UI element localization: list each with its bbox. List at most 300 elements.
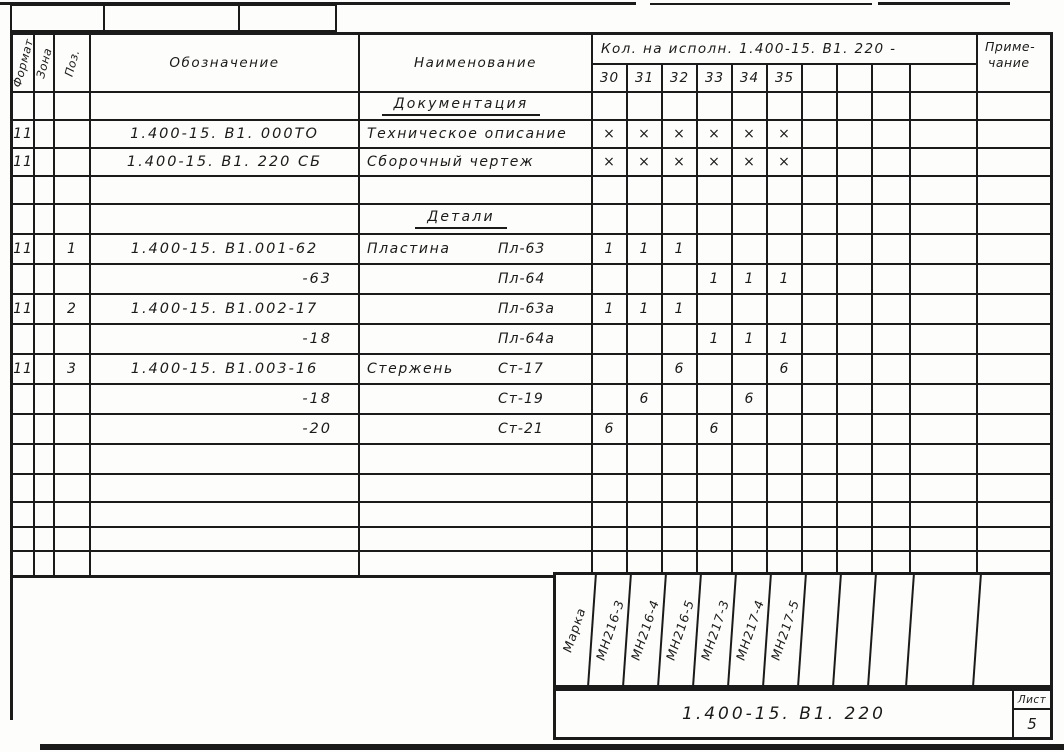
qty-cell [768, 475, 803, 503]
position-column-header [55, 35, 91, 93]
qty-cell [733, 355, 768, 385]
qty-cell [628, 149, 663, 177]
qty-column-header-label: 34 [739, 70, 760, 86]
qty-cell [628, 205, 663, 235]
position-cell [55, 475, 91, 503]
qty-cell [698, 205, 733, 235]
qty-cell [733, 385, 768, 415]
format-cell [13, 93, 35, 121]
note-cell [978, 93, 1050, 121]
frame-top-line [878, 2, 1010, 5]
format-cell [13, 177, 35, 205]
marka-row [553, 575, 1053, 685]
qty-cell [838, 149, 873, 177]
zone-column-header [35, 35, 55, 93]
qty-column-header [803, 65, 838, 93]
qty-cell [698, 265, 733, 295]
designation-cell [91, 121, 360, 149]
qty-cell [663, 415, 698, 445]
qty-cell [663, 355, 698, 385]
qty-cell [768, 355, 803, 385]
qty-value: × [673, 154, 686, 170]
zone-cell [35, 552, 55, 575]
designation-cell [91, 93, 360, 121]
qty-cell [803, 93, 838, 121]
mark-cell [907, 575, 982, 685]
qty-value: 1 [709, 331, 720, 347]
qty-value: × [708, 126, 721, 142]
qty-cell [733, 475, 768, 503]
designation-text: -20 [302, 421, 332, 437]
qty-cell [663, 528, 698, 552]
qty-cell [733, 149, 768, 177]
qty-cell [911, 235, 978, 265]
qty-column-header-label: 35 [774, 70, 795, 86]
qty-value: 1 [744, 331, 755, 347]
designation-cell [91, 205, 360, 235]
designation-text: -18 [302, 391, 332, 407]
format-cell [13, 265, 35, 295]
position-value: 1 [67, 241, 77, 257]
designation-column-header-label: Обозначение [169, 55, 280, 71]
name-cell [360, 355, 593, 385]
name-text: Пластина [367, 241, 451, 257]
qty-cell [873, 149, 911, 177]
qty-cell [803, 265, 838, 295]
designation-cell [91, 445, 360, 475]
note-cell [978, 149, 1050, 177]
note-cell [978, 475, 1050, 503]
qty-value: 6 [674, 361, 685, 377]
qty-column-header-label: 30 [599, 70, 620, 86]
qty-value: × [778, 154, 791, 170]
qty-cell [768, 177, 803, 205]
zone-cell [35, 149, 55, 177]
qty-cell [593, 295, 628, 325]
qty-cell [698, 325, 733, 355]
qty-column-header [733, 65, 768, 93]
document-number: 1.400-15. В1. 220 [682, 704, 886, 724]
note-cell [978, 385, 1050, 415]
qty-cell [803, 528, 838, 552]
qty-column-header [628, 65, 663, 93]
name-type-text: Ст-19 [498, 391, 544, 407]
qty-cell [838, 235, 873, 265]
designation-column-header [91, 35, 360, 93]
qty-cell [663, 503, 698, 528]
name-cell [360, 93, 593, 121]
zone-cell [35, 265, 55, 295]
qty-cell [911, 265, 978, 295]
qty-cell [593, 265, 628, 295]
qty-cell [593, 177, 628, 205]
qty-value: 1 [639, 301, 650, 317]
qty-cell [768, 149, 803, 177]
name-text: Стержень [367, 361, 454, 377]
qty-value: 6 [639, 391, 650, 407]
designation-cell [91, 295, 360, 325]
qty-cell [768, 93, 803, 121]
position-column-header-label: Поз. [61, 47, 83, 79]
qty-cell [768, 295, 803, 325]
spec-table [10, 32, 1053, 578]
designation-text: -63 [302, 271, 332, 287]
qty-cell [663, 385, 698, 415]
designation-cell [91, 528, 360, 552]
note-cell [978, 265, 1050, 295]
qty-cell [663, 325, 698, 355]
qty-value: × [743, 154, 756, 170]
qty-cell [663, 149, 698, 177]
zone-cell [35, 503, 55, 528]
qty-cell [628, 475, 663, 503]
qty-value: × [673, 126, 686, 142]
qty-cell [803, 295, 838, 325]
qty-cell [733, 265, 768, 295]
position-cell [55, 528, 91, 552]
format-cell [13, 355, 35, 385]
qty-cell [663, 235, 698, 265]
position-cell [55, 325, 91, 355]
note-cell [978, 355, 1050, 385]
qty-cell [593, 415, 628, 445]
qty-value: × [743, 126, 756, 142]
position-cell [55, 177, 91, 205]
qty-value: 1 [674, 301, 685, 317]
qty-value: × [603, 126, 616, 142]
qty-cell [838, 415, 873, 445]
format-cell [13, 325, 35, 355]
name-cell [360, 205, 593, 235]
qty-cell [838, 385, 873, 415]
qty-cell [768, 265, 803, 295]
qty-cell [698, 385, 733, 415]
designation-cell [91, 503, 360, 528]
qty-cell [911, 503, 978, 528]
qty-cell [838, 325, 873, 355]
qty-cell [838, 475, 873, 503]
qty-cell [733, 93, 768, 121]
qty-cell [733, 325, 768, 355]
note-cell [978, 235, 1050, 265]
name-cell [360, 445, 593, 475]
qty-cell [911, 445, 978, 475]
qty-cell [838, 205, 873, 235]
qty-cell [593, 93, 628, 121]
position-cell [55, 445, 91, 475]
qty-cell [698, 528, 733, 552]
qty-column-header [768, 65, 803, 93]
qty-column-header [663, 65, 698, 93]
designation-cell [91, 149, 360, 177]
qty-cell [873, 503, 911, 528]
name-cell [360, 121, 593, 149]
name-cell [360, 149, 593, 177]
format-cell [13, 205, 35, 235]
name-type-text: Ст-21 [498, 421, 544, 437]
note-column-header-line1: Приме- [985, 39, 1036, 54]
marka-label: Марка [558, 606, 589, 654]
qty-cell [838, 528, 873, 552]
qty-cell [698, 235, 733, 265]
qty-cell [911, 295, 978, 325]
qty-cell [911, 528, 978, 552]
qty-cell [768, 528, 803, 552]
frame-top-line [650, 3, 872, 5]
designation-cell [91, 265, 360, 295]
name-cell [360, 528, 593, 552]
zone-cell [35, 295, 55, 325]
note-cell [978, 415, 1050, 445]
designation-text: -18 [302, 331, 332, 347]
qty-value: 6 [709, 421, 720, 437]
qty-column-header-label: 31 [634, 70, 655, 86]
position-cell [55, 93, 91, 121]
zone-column-header-label: Зона [33, 46, 55, 80]
revision-box-3 [238, 4, 337, 32]
position-value: 2 [67, 301, 77, 317]
qty-cell [733, 528, 768, 552]
designation-cell [91, 385, 360, 415]
mark-value: МН216-5 [662, 598, 697, 662]
qty-group-header [593, 35, 978, 65]
qty-cell [663, 177, 698, 205]
qty-cell [768, 121, 803, 149]
note-column-header-line2: чание [988, 55, 1030, 71]
zone-cell [35, 205, 55, 235]
qty-cell [628, 295, 663, 325]
qty-cell [593, 385, 628, 415]
frame-left-line [10, 578, 13, 720]
qty-cell [628, 445, 663, 475]
format-cell [13, 295, 35, 325]
note-cell [978, 121, 1050, 149]
format-cell [13, 235, 35, 265]
qty-cell [768, 235, 803, 265]
qty-cell [628, 121, 663, 149]
name-cell [360, 177, 593, 205]
note-cell [978, 528, 1050, 552]
name-cell [360, 325, 593, 355]
frame-bottom-line [40, 744, 1064, 750]
qty-cell [768, 445, 803, 475]
name-type-text: Пл-64а [498, 331, 555, 347]
qty-cell [838, 121, 873, 149]
section-title: Документация [382, 96, 541, 116]
qty-cell [628, 385, 663, 415]
qty-value: 6 [779, 361, 790, 377]
qty-cell [733, 235, 768, 265]
qty-value: 1 [639, 241, 650, 257]
qty-cell [593, 149, 628, 177]
format-column-header-label: Формат [9, 37, 37, 89]
qty-cell [803, 149, 838, 177]
qty-cell [628, 265, 663, 295]
name-type-text: Ст-17 [498, 361, 544, 377]
name-cell [360, 475, 593, 503]
format-cell [13, 503, 35, 528]
qty-cell [838, 93, 873, 121]
format-cell [13, 121, 35, 149]
qty-cell [803, 445, 838, 475]
qty-cell [873, 355, 911, 385]
position-cell [55, 355, 91, 385]
qty-cell [593, 325, 628, 355]
qty-cell [768, 385, 803, 415]
qty-cell [663, 475, 698, 503]
qty-cell [873, 205, 911, 235]
qty-cell [838, 503, 873, 528]
qty-cell [873, 475, 911, 503]
format-cell [13, 149, 35, 177]
qty-cell [593, 503, 628, 528]
zone-cell [35, 445, 55, 475]
qty-cell [873, 528, 911, 552]
position-cell [55, 149, 91, 177]
format-value: 11 [13, 154, 33, 170]
qty-value: 1 [604, 241, 615, 257]
qty-cell [698, 415, 733, 445]
format-cell [13, 475, 35, 503]
mark-value: МН217-3 [697, 598, 732, 662]
qty-value: 1 [779, 271, 790, 287]
zone-cell [35, 415, 55, 445]
qty-value: 1 [779, 331, 790, 347]
qty-value: 1 [744, 271, 755, 287]
qty-value: 1 [709, 271, 720, 287]
qty-cell [698, 93, 733, 121]
qty-cell [593, 445, 628, 475]
designation-cell [91, 355, 360, 385]
qty-cell [873, 235, 911, 265]
qty-cell [628, 235, 663, 265]
qty-cell [838, 295, 873, 325]
qty-value: 6 [604, 421, 615, 437]
designation-text: 1.400-15. В1. 000ТО [130, 126, 319, 142]
qty-value: 6 [744, 391, 755, 407]
name-column-header-label: Наименование [414, 55, 537, 71]
qty-cell [873, 121, 911, 149]
qty-cell [911, 205, 978, 235]
qty-value: × [603, 154, 616, 170]
qty-cell [911, 475, 978, 503]
qty-cell [768, 325, 803, 355]
qty-cell [733, 503, 768, 528]
qty-cell [663, 205, 698, 235]
qty-cell [911, 325, 978, 355]
mark-value: МН217-5 [767, 598, 802, 662]
name-type-text: Пл-64 [498, 271, 546, 287]
qty-cell [873, 265, 911, 295]
format-cell [13, 415, 35, 445]
position-cell [55, 415, 91, 445]
zone-cell [35, 93, 55, 121]
qty-cell [593, 121, 628, 149]
qty-cell [733, 121, 768, 149]
format-column-header [9, 35, 37, 93]
format-cell [13, 445, 35, 475]
qty-cell [628, 355, 663, 385]
qty-cell [838, 355, 873, 385]
qty-cell [911, 93, 978, 121]
qty-cell [593, 528, 628, 552]
qty-column-header-label: 32 [669, 70, 690, 86]
name-text: Техническое описание [367, 126, 568, 142]
sheet-label: Лист [1014, 691, 1050, 710]
revision-box-1 [10, 4, 105, 32]
qty-cell [628, 415, 663, 445]
designation-cell [91, 177, 360, 205]
qty-cell [733, 445, 768, 475]
qty-cell [911, 177, 978, 205]
qty-cell [803, 475, 838, 503]
position-cell [55, 205, 91, 235]
position-cell [55, 385, 91, 415]
qty-value: × [708, 154, 721, 170]
qty-column-header [911, 65, 978, 93]
qty-cell [698, 475, 733, 503]
qty-cell [873, 295, 911, 325]
qty-cell [698, 355, 733, 385]
qty-cell [873, 415, 911, 445]
qty-cell [733, 415, 768, 445]
qty-value: × [638, 126, 651, 142]
qty-cell [663, 121, 698, 149]
format-cell [13, 552, 35, 575]
qty-cell [698, 149, 733, 177]
name-column-header [360, 35, 593, 93]
qty-cell [663, 265, 698, 295]
note-cell [978, 205, 1050, 235]
zone-cell [35, 235, 55, 265]
qty-cell [911, 355, 978, 385]
designation-cell [91, 552, 360, 575]
qty-cell [911, 385, 978, 415]
qty-cell [733, 295, 768, 325]
designation-cell [91, 325, 360, 355]
qty-value: × [778, 126, 791, 142]
qty-column-header [698, 65, 733, 93]
qty-column-header-label: 33 [704, 70, 725, 86]
qty-cell [628, 528, 663, 552]
qty-cell [628, 93, 663, 121]
qty-cell [838, 177, 873, 205]
qty-cell [803, 325, 838, 355]
format-cell [13, 385, 35, 415]
name-cell [360, 415, 593, 445]
qty-cell [663, 295, 698, 325]
position-cell [55, 295, 91, 325]
qty-cell [628, 325, 663, 355]
zone-cell [35, 121, 55, 149]
name-cell [360, 295, 593, 325]
sheet-box [1012, 691, 1050, 737]
qty-cell [873, 177, 911, 205]
qty-cell [873, 325, 911, 355]
mark-value: МН216-3 [592, 598, 627, 662]
name-type-text: Пл-63а [498, 301, 555, 317]
designation-text: 1.400-15. В1.001-62 [130, 241, 319, 257]
designation-text: 1.400-15. В1.002-17 [130, 301, 319, 317]
qty-cell [593, 205, 628, 235]
qty-cell [628, 177, 663, 205]
qty-cell [768, 205, 803, 235]
format-value: 11 [13, 241, 33, 257]
qty-group-header-label: Кол. на исполн. 1.400-15. В1. 220 - [601, 41, 897, 57]
note-cell [978, 177, 1050, 205]
note-column-header [978, 35, 1050, 93]
sheet-number: 5 [1027, 714, 1037, 733]
